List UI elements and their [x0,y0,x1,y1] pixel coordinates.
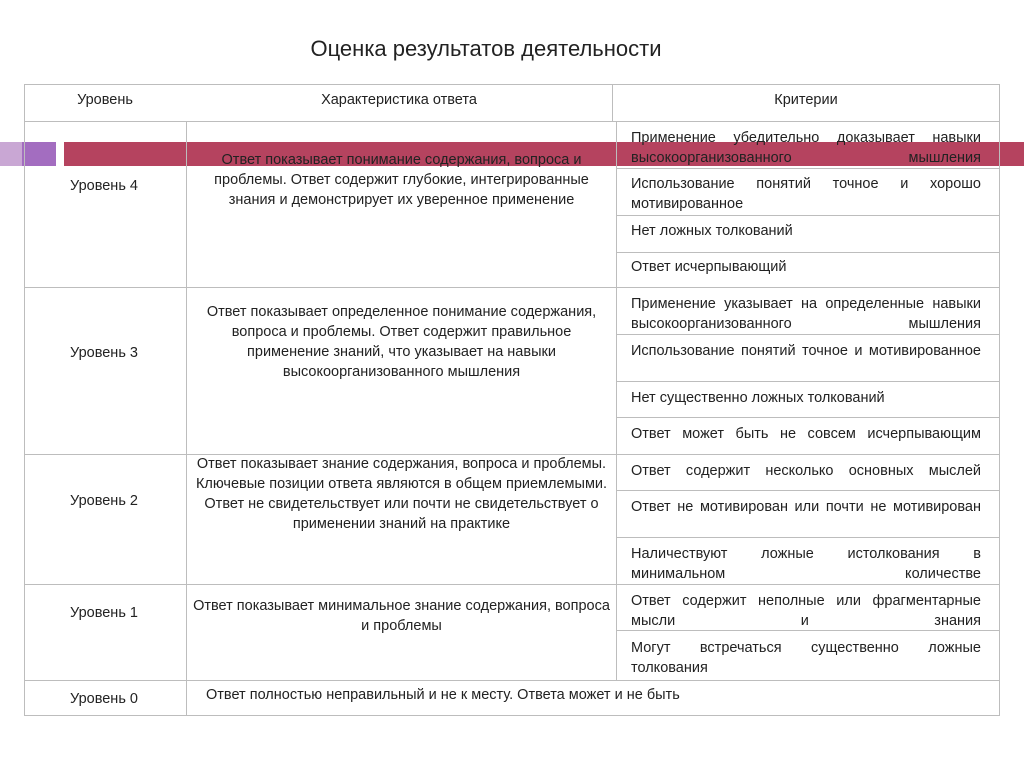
level-description: Ответ полностью неправильный и не к месту. Ответа может и не быть [206,687,680,703]
criterion: Ответ может быть не совсем исчерпывающим [631,426,981,442]
criterion: Применение убедительно доказывает навыки высокоорганизованного мышления [631,130,981,166]
level-label: Уровень 1 [70,605,138,621]
criterion: Применение указывает на определенные навыки высокоорганизованного мышления [631,296,981,332]
level-description: Ответ показывает минимальное знание содержания, вопроса и проблемы [193,598,610,634]
criterion: Нет существенно ложных толкований [631,390,885,406]
criterion: Ответ не мотивирован или почти не мотивирован [631,499,981,515]
criterion: Ответ содержит неполные или фрагментарные мысли и знания [631,593,981,629]
header-criteria: Критерии [774,92,838,108]
level-description: Ответ показывает определенное понимание содержания, вопроса и проблемы. Ответ содержит правильное применение знаний, что указывает на навыки высокоорганизованного мышления [206,304,597,380]
decor-bar-light [0,142,22,166]
level-label: Уровень 4 [70,178,138,194]
criterion: Ответ исчерпывающий [631,259,787,275]
page-title: Оценка результатов деятельности [310,36,662,61]
criterion: Использование понятий точное и мотивированное [631,343,981,359]
level-description: Ответ показывает понимание содержания, вопроса и проблемы. Ответ содержит глубокие, интегрированные знания и демонстрирует их уверенное применение [214,152,589,208]
header-characteristic: Характеристика ответа [321,92,477,108]
assessment-table [24,84,1000,716]
level-label: Уровень 3 [70,345,138,361]
criterion: Нет ложных толкований [631,223,793,239]
criterion: Наличествуют ложные истолкования в минимальном количестве [631,546,981,582]
header-level: Уровень [77,92,133,108]
level-label: Уровень 2 [70,493,138,509]
criterion: Могут встречаться существенно ложные толкования [631,640,981,676]
criterion: Ответ содержит несколько основных мыслей [631,463,981,479]
level-description: Ответ показывает знание содержания, вопроса и проблемы. Ключевые позиции ответа являются в общем приемлемыми. Ответ не свидетельствует или почти не свидетельствует о применении знаний на практике [195,456,608,532]
level-label: Уровень 0 [70,691,138,707]
criterion: Использование понятий точное и хорошо мотивированное [631,176,981,212]
